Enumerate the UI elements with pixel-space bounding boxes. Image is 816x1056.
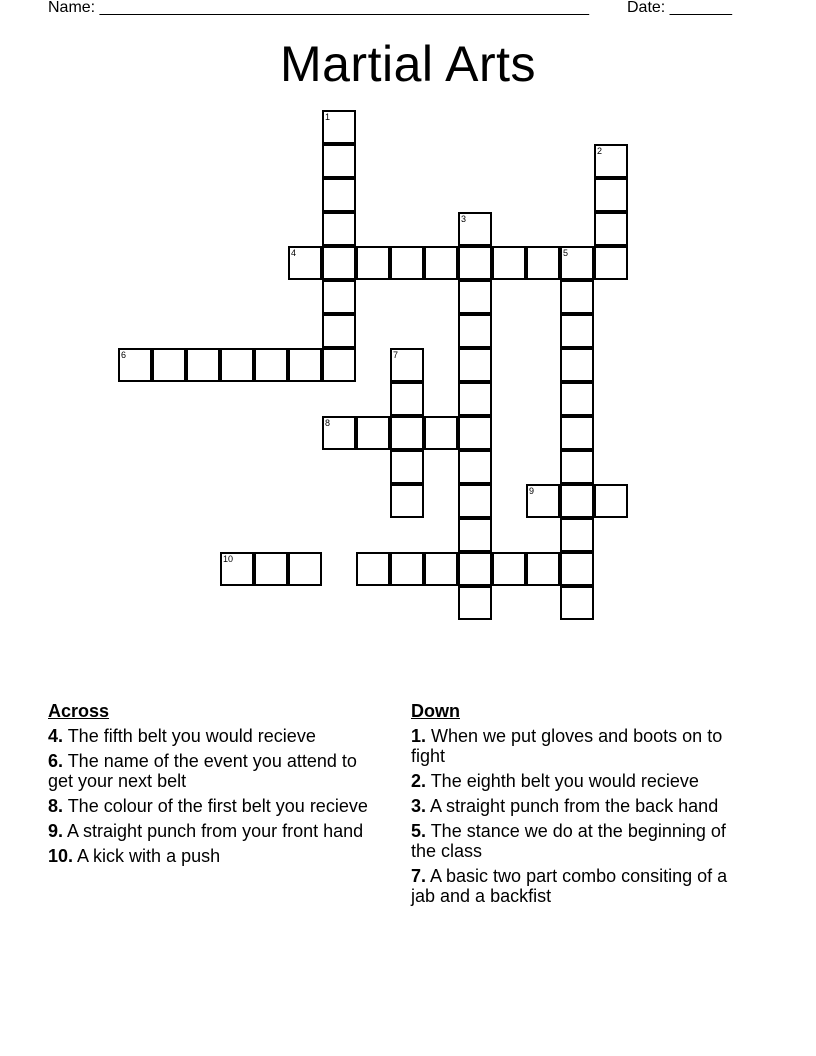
grid-cell[interactable] <box>560 450 594 484</box>
grid-cell[interactable] <box>254 552 288 586</box>
clue-across-4 <box>48 726 378 746</box>
clue-number: 4. <box>48 726 64 746</box>
grid-cell[interactable] <box>322 314 356 348</box>
grid-number: 9 <box>529 486 535 496</box>
grid-cell[interactable] <box>492 246 526 280</box>
grid-cell[interactable] <box>526 246 560 280</box>
clue-across-6 <box>48 751 378 791</box>
clue-text: When we put gloves and boots on to fight <box>411 726 723 766</box>
clue-text: The colour of the first belt you recieve <box>63 796 368 816</box>
grid-cell[interactable] <box>390 450 424 484</box>
grid-number: 6 <box>121 350 127 360</box>
grid-number: 5 <box>563 248 569 258</box>
grid-cell[interactable] <box>458 280 492 314</box>
grid-cell[interactable] <box>458 382 492 416</box>
grid-cell[interactable] <box>322 212 356 246</box>
clue-down-2 <box>411 771 731 791</box>
grid-cell[interactable] <box>356 246 390 280</box>
grid-cell[interactable] <box>594 212 628 246</box>
grid-cell[interactable] <box>186 348 220 382</box>
grid-cell[interactable] <box>560 484 594 518</box>
grid-cell[interactable] <box>356 416 390 450</box>
grid-cell[interactable] <box>152 348 186 382</box>
clue-text: The fifth belt you would recieve <box>63 726 316 746</box>
grid-cell[interactable] <box>390 246 424 280</box>
grid-cell[interactable] <box>594 178 628 212</box>
grid-cell[interactable] <box>526 552 560 586</box>
grid-cell[interactable] <box>458 518 492 552</box>
grid-cell[interactable] <box>220 348 254 382</box>
grid-cell[interactable] <box>322 144 356 178</box>
grid-cell[interactable] <box>458 246 492 280</box>
clue-down-5 <box>411 821 731 861</box>
grid-cell[interactable] <box>560 586 594 620</box>
grid-cell[interactable] <box>390 484 424 518</box>
grid-cell[interactable] <box>356 552 390 586</box>
clue-text: The eighth belt you would recieve <box>426 771 699 791</box>
clue-down-3 <box>411 796 731 816</box>
grid-number: 7 <box>393 350 399 360</box>
across-clues <box>48 701 378 871</box>
clue-across-9 <box>48 821 378 841</box>
grid-number: 2 <box>597 146 603 156</box>
grid-number: 10 <box>223 554 234 564</box>
grid-cell[interactable] <box>560 382 594 416</box>
grid-cell[interactable] <box>322 348 356 382</box>
grid-cell[interactable] <box>288 348 322 382</box>
clue-number: 10. <box>48 846 74 866</box>
clue-number: 7. <box>411 866 427 886</box>
clue-down-7 <box>411 866 731 906</box>
clue-text: A straight punch from the back hand <box>426 796 719 816</box>
name-field[interactable]: Name: _______________________________________________________ <box>48 0 589 16</box>
clue-number: 3. <box>411 796 427 816</box>
grid-cell[interactable] <box>254 348 288 382</box>
grid-cell[interactable] <box>424 416 458 450</box>
clue-text: A basic two part combo consiting of a jab and a backfist <box>411 866 728 906</box>
grid-cell[interactable] <box>560 518 594 552</box>
grid-cell[interactable] <box>390 416 424 450</box>
grid-cell[interactable] <box>560 416 594 450</box>
clue-across-8 <box>48 796 378 816</box>
clue-across-10 <box>48 846 378 866</box>
grid-cell[interactable] <box>390 382 424 416</box>
clue-number: 8. <box>48 796 64 816</box>
clue-number: 9. <box>48 821 64 841</box>
grid-cell[interactable] <box>322 178 356 212</box>
clue-text: A kick with a push <box>73 846 221 866</box>
grid-cell[interactable] <box>458 552 492 586</box>
down-heading: Down <box>411 701 460 721</box>
grid-number: 1 <box>325 112 331 122</box>
puzzle-title: Martial Arts <box>279 36 537 92</box>
grid-cell[interactable] <box>560 348 594 382</box>
clue-down-1 <box>411 726 731 766</box>
grid-cell[interactable] <box>322 246 356 280</box>
grid-cell[interactable] <box>594 484 628 518</box>
clue-number: 5. <box>411 821 427 841</box>
grid-number: 8 <box>325 418 331 428</box>
down-clues <box>411 701 731 911</box>
grid-number: 3 <box>461 214 467 224</box>
date-field[interactable]: Date: _______ <box>627 0 732 16</box>
grid-cell[interactable] <box>288 552 322 586</box>
clue-number: 6. <box>48 751 64 771</box>
grid-cell[interactable] <box>424 246 458 280</box>
grid-cell[interactable] <box>560 314 594 348</box>
clue-number: 1. <box>411 726 427 746</box>
clue-number: 2. <box>411 771 427 791</box>
across-heading: Across <box>48 701 110 721</box>
grid-cell[interactable] <box>492 552 526 586</box>
grid-cell[interactable] <box>322 280 356 314</box>
grid-cell[interactable] <box>458 314 492 348</box>
grid-cell[interactable] <box>458 348 492 382</box>
grid-cell[interactable] <box>458 416 492 450</box>
grid-cell[interactable] <box>390 552 424 586</box>
grid-cell[interactable] <box>458 450 492 484</box>
clue-text: The name of the event you attend to get your next belt <box>48 751 357 791</box>
grid-cell[interactable] <box>560 280 594 314</box>
grid-cell[interactable] <box>458 484 492 518</box>
grid-number: 4 <box>291 248 297 258</box>
clue-text: A straight punch from your front hand <box>63 821 364 841</box>
grid-cell[interactable] <box>424 552 458 586</box>
grid-cell[interactable] <box>594 246 628 280</box>
grid-cell[interactable] <box>560 552 594 586</box>
grid-cell[interactable] <box>458 586 492 620</box>
clue-text: The stance we do at the beginning of the class <box>411 821 726 861</box>
